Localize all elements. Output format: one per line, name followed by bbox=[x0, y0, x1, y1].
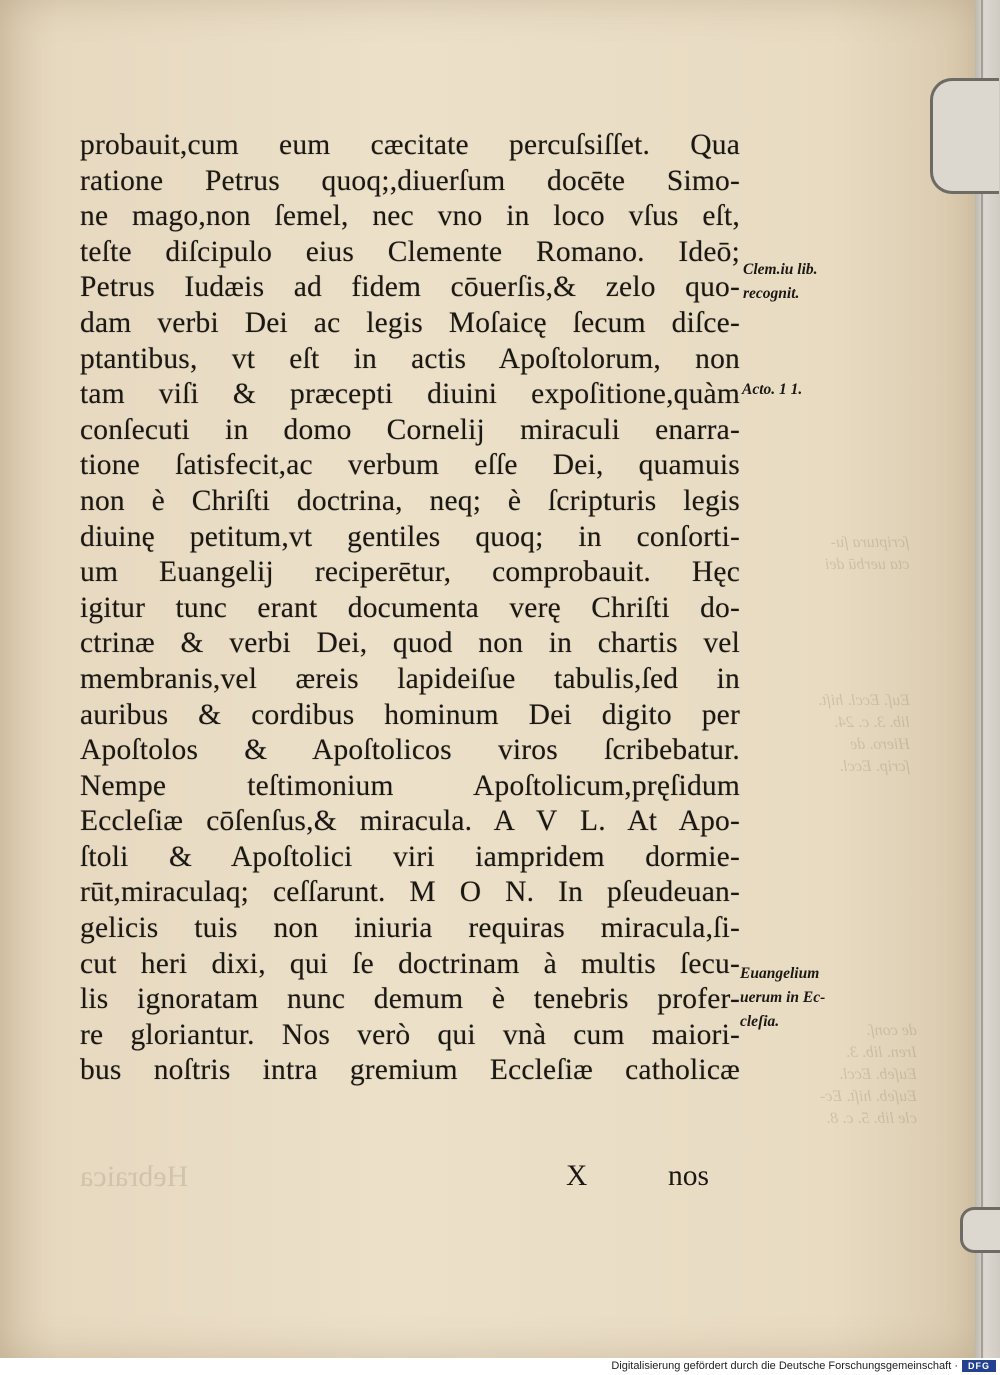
marginal-note-line: recognit. bbox=[743, 285, 800, 302]
dfg-logo: DFG bbox=[962, 1360, 996, 1372]
marginal-note-line: Euangelium bbox=[740, 965, 820, 982]
text-line: gelicis tuis non iniuria requiras miracula,ſi- bbox=[80, 912, 740, 945]
body-text bbox=[80, 128, 740, 1089]
show-through-text: ſcriptura ſu- cta uerbū dei bbox=[825, 534, 910, 573]
text-line: ptantibus, vt eſt in actis Apoſtolorum, non bbox=[80, 342, 740, 375]
text-line: ctrinæ & verbi Dei, quod non in chartis vel bbox=[80, 627, 740, 660]
page-edge bbox=[975, 0, 1000, 1358]
text-line: bus noſtris intra gremium Eccleſiæ catholicæ bbox=[80, 1054, 740, 1087]
text-line: conſecuti in domo Cornelij miraculi enarra- bbox=[80, 413, 740, 446]
marginal-note-line: Acto. 1 1. bbox=[742, 381, 803, 398]
marginal-note-clement bbox=[743, 258, 818, 306]
marginal-note-evangelium bbox=[740, 962, 825, 1034]
text-line: membranis,vel æreis lapideiſue tabulis,ſed in bbox=[80, 662, 740, 695]
text-line: dam verbi Dei ac legis Moſaicę ſecum diſce- bbox=[80, 306, 740, 339]
text-line: auribus & cordibus hominum Dei digito per bbox=[80, 698, 740, 731]
text-line: tione ſatisfecit,ac verbum eſſe Dei, quamuis bbox=[80, 449, 740, 482]
marginal-note-line: cleſia. bbox=[740, 1013, 780, 1030]
page-tab-bottom bbox=[960, 1207, 1000, 1253]
text-line: probauit,cum eum cæcitate percuſsiſſet. Qua bbox=[80, 129, 740, 161]
signature-mark: X bbox=[566, 1160, 588, 1192]
page-tab-top bbox=[930, 78, 999, 194]
text-line: Nempe teſtimonium Apoſtolicum,pręſidum bbox=[80, 769, 740, 802]
text-line: Apoſtolos & Apoſtolicos viros ſcribebatur. bbox=[80, 734, 740, 767]
text-line: non è Chriſti doctrina, neq; è ſcripturis legis bbox=[80, 484, 740, 517]
show-through-catchword: Hebraica bbox=[80, 1160, 189, 1193]
marginal-note-acts bbox=[742, 378, 802, 402]
text-line: Eccleſiæ cōſenſus,& miracula. A V L. At Apo- bbox=[80, 805, 740, 838]
text-line: re gloriantur. Nos verò qui vnà cum maiori- bbox=[80, 1018, 740, 1051]
marginal-note-line: Clem.iu lib. bbox=[743, 261, 818, 278]
show-through-text: de conſ. Iren. lib. 3. Euſeb. Eccl. Euſeb. hiſt. Ec- cle lib. 5. c. 8. bbox=[820, 1022, 917, 1127]
text-line: cut heri dixi, qui ſe doctrinam à multis ſecu- bbox=[80, 947, 740, 980]
text-line: um Euangelij reciperētur, comprobauit. Hęc bbox=[80, 556, 740, 589]
text-line: tam viſi & præcepti diuini expoſitione,quàm bbox=[80, 378, 740, 411]
text-line: teſte diſcipulo eius Clemente Romano. Ideō; bbox=[80, 235, 740, 268]
text-line: lis ignoratam nunc demum è tenebris profer- bbox=[80, 983, 740, 1016]
text-line: Petrus Iudæis ad fidem cōuerſis,& zelo quo- bbox=[80, 271, 740, 304]
show-through-text: Euſ. Eccl. hiſt. lib. 3. c. 24. Hiero. de ſcrip. Eccl. bbox=[818, 692, 910, 775]
text-line: igitur tunc erant documenta verę Chriſti do- bbox=[80, 591, 740, 624]
digitization-footer bbox=[0, 1358, 1000, 1375]
footer-credit: Digitalisierung gefördert durch die Deutsche Forschungsgemeinschaft · bbox=[611, 1360, 958, 1372]
text-line: ratione Petrus quoq;,diuerſum docēte Simo- bbox=[80, 164, 740, 197]
catchword: nos bbox=[668, 1160, 709, 1192]
text-line: ne mago,non ſemel, nec vno in loco vſus eſt, bbox=[80, 200, 740, 233]
text-line: rūt,miraculaq; ceſſarunt. M O N. In pſeudeuan- bbox=[80, 876, 740, 909]
text-line: ſtoli & Apoſtolici viri iampridem dormie- bbox=[80, 840, 740, 873]
text-line: diuinę petitum,vt gentiles quoq; in conſorti- bbox=[80, 520, 740, 553]
marginal-note-line: uerum in Ec- bbox=[740, 989, 826, 1006]
